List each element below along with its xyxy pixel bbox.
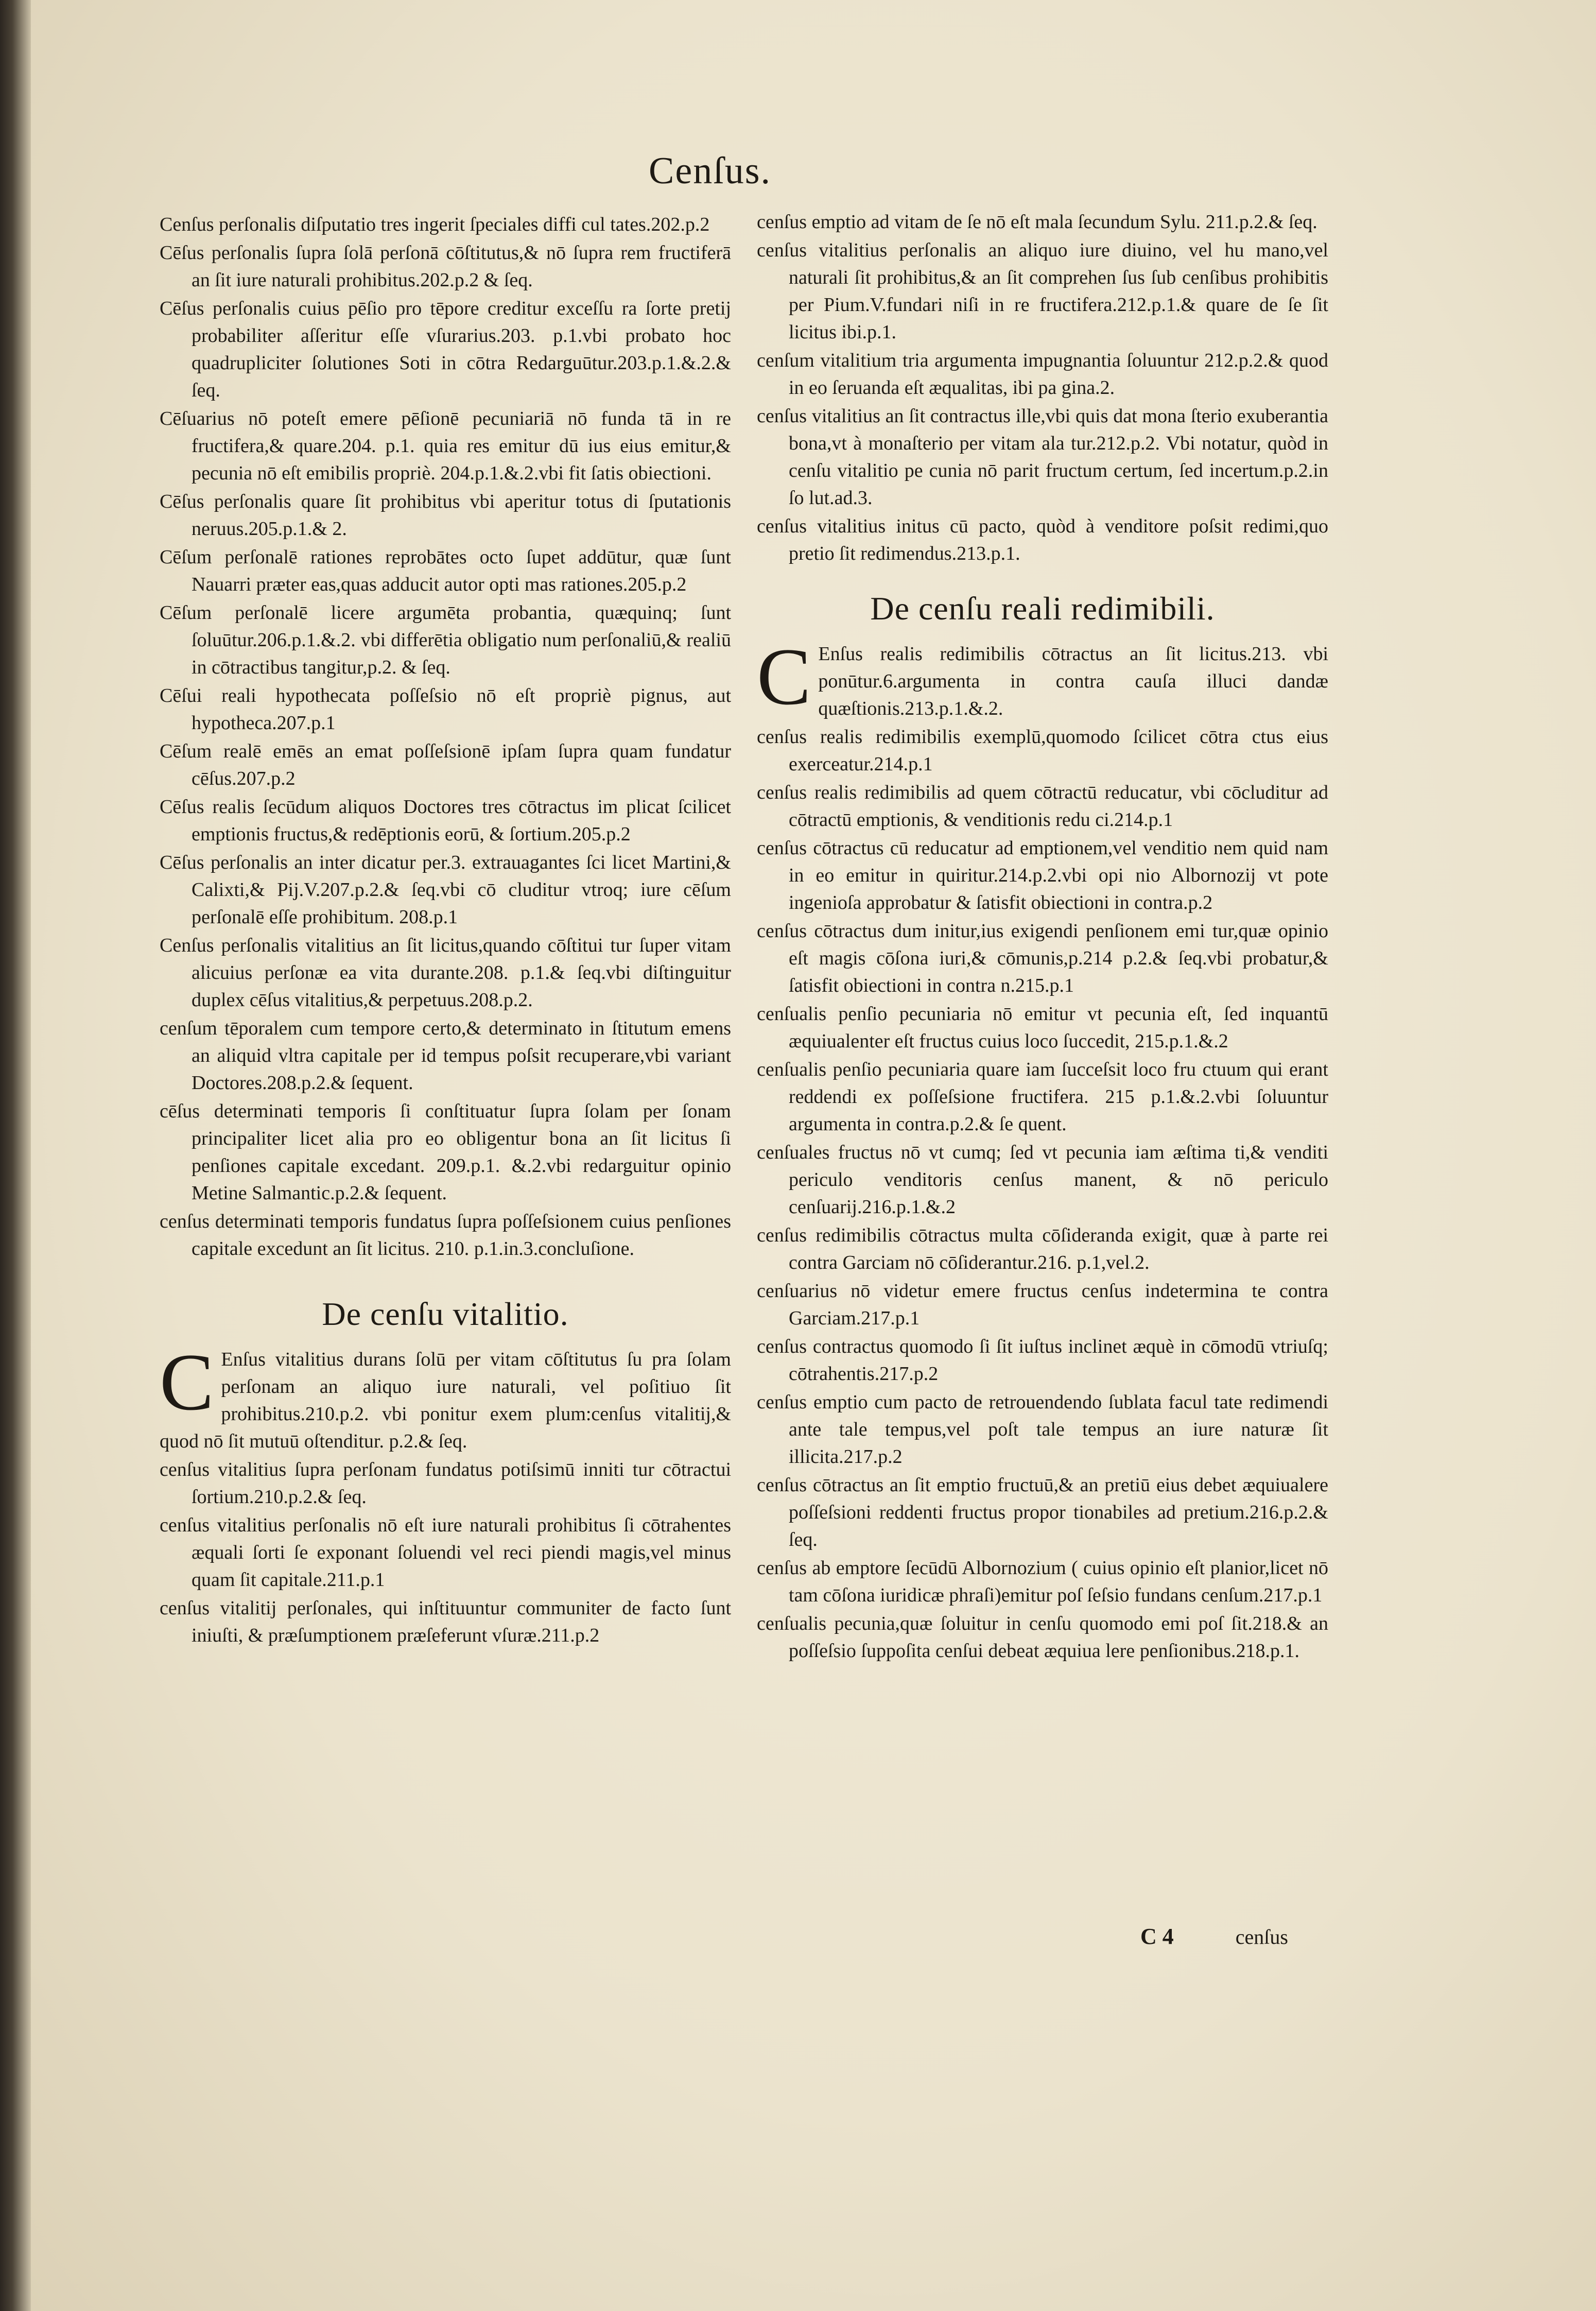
index-entry: cenſus redimibilis cōtractus multa cōſideranda exigit, quæ à parte rei contra Garciam nō cōſiderantur.216. p.1,vel.2. xyxy=(757,1225,1328,1273)
index-entry: cenſus vitalitius ſupra perſonam fundatus potiſsimū inniti tur cōtractui ſortium.210.p.2.& ſeq. xyxy=(160,1459,731,1508)
index-entry: cenſus cōtractus an ſit emptio fructuū,& an pretiū eius debet æquiualere poſſeſsioni reddenti fructus propor tionabiles ad pretium.216.p.2.& ſeq. xyxy=(757,1474,1328,1550)
index-entry: Cēſus perſonalis cuius pēſio pro tēpore creditur exceſſu ra ſorte pretij probabiliter aſſeritur eſſe vſurarius.203. p.1.vbi probato hoc quadrupliciter ſolutiones Soti in cōtra Redarguūtur.203.p.1.&.2.& ſeq. xyxy=(160,298,731,401)
index-entry: Cenſus perſonalis diſputatio tres ingerit ſpeciales diffi cul tates.202.p.2 xyxy=(160,214,710,235)
index-entry: cenſualis penſio pecuniaria quare iam ſucceſsit loco fru ctuum qui erant reddendi ex poſſeſsione fructifera. 215 p.1.&.2.vbi ſoluuntur argumenta in contra.p.2.& ſe quent. xyxy=(757,1059,1328,1135)
index-entry: Cēſum realē emēs an emat poſſeſsionē ipſam ſupra quam fundatur cēſus.207.p.2 xyxy=(160,740,731,789)
lead-entry-text: Enſus realis redimibilis cōtractus an ſit licitus.213. vbi ponūtur.6.argumenta in contra cauſa illuci dandæ quæſtionis.213.p.1.&.2. xyxy=(818,643,1328,719)
index-entry: cenſualis pecunia,quæ ſoluitur in cenſu quomodo emi poſ ſit.218.& an poſſeſsio ſuppoſita cenſui debeat æquiua lere penſionibus.218.p.1. xyxy=(757,1613,1328,1662)
index-entry: cenſum vitalitium tria argumenta impugnantia ſoluuntur 212.p.2.& quod in eo ſeruanda eſt æqualitas, ibi pa gina.2. xyxy=(757,350,1328,399)
index-entry: cenſus emptio ad vitam de ſe nō eſt mala ſecundum Sylu. 211.p.2.& ſeq. xyxy=(757,211,1317,233)
index-entry: Cēſus perſonalis quare ſit prohibitus vbi aperitur totus di ſputationis neruus.205.p.1.& 2. xyxy=(160,491,731,540)
index-entry: cenſus cōtractus cū reducatur ad emptionem,vel venditio nem quid nam in eo emitur in quiritur.214.p.2.vbi opi nio Albornozij vt pote ingenioſa approbatur & ſatisfit obiectioni in contra.p.2 xyxy=(757,837,1328,913)
right-column xyxy=(757,209,1328,1666)
index-entry: cenſuales fructus nō vt cumq; ſed vt pecunia iam æſtima ti,& venditi periculo venditoris cenſus manent, & nō periculo cenſuarij.216.p.1.&.2 xyxy=(757,1142,1328,1218)
index-entry: cenſus contractus quomodo ſi ſit iuſtus inclinet æquè in cōmodū vtriuſq; cōtrahentis.217.p.2 xyxy=(757,1336,1328,1385)
index-entry: cenſus realis redimibilis exemplū,quomodo ſcilicet cōtra ctus eius exerceatur.214.p.1 xyxy=(757,726,1328,775)
right-entries xyxy=(757,209,1328,567)
catchline xyxy=(1140,1923,1288,1950)
index-entry: cenſus vitalitij perſonales, qui inſtituuntur communiter de facto ſunt iniuſti, & præſumptionem præſeferunt vſuræ.211.p.2 xyxy=(160,1597,731,1646)
signature-mark: C 4 xyxy=(1140,1924,1174,1949)
index-entry: cenſus vitalitius an ſit contractus ille,vbi quis dat mona ſterio exuberantia bona,vt à monaſterio per vitam ala tur.212.p.2. Vbi notatur, quòd in cenſu vitalitio pe cunia nō parit fructum certum, ſed incertum.p.2.in ſo lut.ad.3. xyxy=(757,405,1328,509)
index-entry: cēſus determinati temporis ſi conſtituatur ſupra ſolam per ſonam principaliter licet alia pro eo obligentur bona an ſit licitus ſi penſiones capitale excedant. 209.p.1. &.2.vbi redarguitur opinio Metine Salmantic.p.2.& ſequent. xyxy=(160,1100,731,1204)
lead-entry-text: Enſus vitalitius durans ſolū per vitam cōſtitutus ſu pra ſolam perſonam an aliquo iure naturali, vel poſitiuo ſit prohibitus.210.p.2. vbi ponitur exem plum:cenſus vitalitij,& quod nō ſit mutuū oſtenditur. p.2.& ſeq. xyxy=(160,1349,731,1452)
index-entry: Cēſum perſonalē licere argumēta probantia, quæquinq; ſunt ſoluūtur.206.p.1.&.2. vbi differētia obligatio num perſonaliū,& realiū in cōtractibus tangitur,p.2. & ſeq. xyxy=(160,602,731,678)
index-entry: Cēſui reali hypothecata poſſeſsio nō eſt propriè pignus, aut hypotheca.207.p.1 xyxy=(160,685,731,734)
index-entry: cenſus vitalitius perſonalis an aliquo iure diuino, vel hu mano,vel naturali ſit prohibitus,& an ſit comprehen ſus ſub cenſibus prohibitis per Pium.V.fundari niſi in re fructifera.212.p.1.& quare de ſe ſit licitus ibi.p.1. xyxy=(757,239,1328,343)
left-column xyxy=(160,211,731,1650)
running-head: Cenſus. xyxy=(649,150,772,192)
page xyxy=(31,0,1596,2311)
index-entry: cenſus determinati temporis fundatus ſupra poſſeſsionem cuius penſiones capitale excedunt an ſit licitus. 210. p.1.in.3.concluſione. xyxy=(160,1211,731,1260)
index-entry: cenſus realis redimibilis ad quem cōtractū reducatur, vbi cōcluditur ad cōtractū emptionis, & venditionis redu ci.214.p.1 xyxy=(757,782,1328,831)
index-entry: cenſus vitalitius perſonalis nō eſt iure naturali prohibitus ſi cōtrahentes æquali ſorti ſe exponant ſoluendi vel reci piendi magis,vel minus quam ſit capitale.211.p.1 xyxy=(160,1514,731,1591)
index-entry: Cēſum perſonalē rationes reprobātes octo ſupet addūtur, quæ ſunt Nauarri præter eas,quas adducit autor opti mas rationes.205.p.2 xyxy=(160,546,731,595)
section-heading-redimibili: De cenſu reali redimibili. xyxy=(870,590,1215,627)
lead-entry xyxy=(757,632,1328,722)
index-entry: cenſus vitalitius initus cū pacto, quòd à venditore poſsit redimi,quo pretio ſit redimendus.213.p.1. xyxy=(757,515,1328,564)
index-entry: cenſum tēporalem cum tempore certo,& determinato in ſtitutum emens an aliquid vltra capitale per id tempus poſsit recuperare,vbi variant Doctores.208.p.2.& ſequent. xyxy=(160,1017,731,1094)
index-entry: Cenſus perſonalis vitalitius an ſit licitus,quando cōſtitui tur ſuper vitam alicuius perſonæ ea vita durante.208. p.1.& ſeq.vbi diſtinguitur duplex cēſus vitalitius,& perpetuus.208.p.2. xyxy=(160,935,731,1011)
catchword: cenſus xyxy=(1235,1925,1288,1948)
index-entry: cenſus cōtractus dum initur,ius exigendi penſionem emi tur,quæ opinio eſt magis cōſona iuri,& cōmunis,p.214 p.2.& ſeq.vbi probatur,& ſatisfit obiectioni in contra n.215.p.1 xyxy=(757,920,1328,996)
left-entries xyxy=(160,211,731,1263)
index-entry: Cēſuarius nō poteſt emere pēſionē pecuniariā nō funda tā in re fructifera,& quare.204. p.1. quia res emitur dū ius eius emitur,& pecunia nō eſt emibilis propriè. 204.p.1.&.2.vbi fit ſatis obiectioni. xyxy=(160,408,731,484)
book-binding-shadow xyxy=(0,0,31,2311)
index-entry: Cēſus perſonalis an inter dicatur per.3. extrauagantes ſci licet Martini,& Calixti,& Pij.V.207.p.2.& ſeq.vbi cō cluditur vtroq; iure cēſum perſonalē eſſe prohibitum. 208.p.1 xyxy=(160,852,731,928)
section-heading-vitalitio: De cenſu vitalitio. xyxy=(322,1296,569,1332)
index-entry: cenſus emptio cum pacto de retrouendendo ſublata facul tate redimendi ante tale tempus,vel poſt tale tempus an iure naturæ ſit illicita.217.p.2 xyxy=(757,1391,1328,1468)
index-entry: cenſualis penſio pecuniaria nō emitur vt pecunia eſt, ſed inquantū æquiualenter eſt fructus cuius loco ſuccedit, 215.p.1.&.2 xyxy=(757,1003,1328,1052)
dropcap: C xyxy=(757,632,811,722)
index-entry: Cēſus perſonalis ſupra ſolā perſonā cōſtitutus,& nō ſupra rem fructiferā an ſit iure naturali prohibitus.202.p.2 & ſeq. xyxy=(160,242,731,291)
lead-entry xyxy=(160,1337,731,1455)
index-entry: Cēſus realis ſecūdum aliquos Doctores tres cōtractus im plicat ſcilicet emptionis fructus,& redēptionis eorū, & ſortium.205.p.2 xyxy=(160,796,731,845)
index-entry: cenſuarius nō videtur emere fructus cenſus indetermina te contra Garciam.217.p.1 xyxy=(757,1280,1328,1329)
dropcap: C xyxy=(160,1337,214,1427)
index-entry: cenſus ab emptore ſecūdū Albornozium ( cuius opinio eſt planior,licet nō tam cōſona iuridicæ phraſi)emitur poſ ſeſsio fundans cenſum.217.p.1 xyxy=(757,1557,1328,1606)
